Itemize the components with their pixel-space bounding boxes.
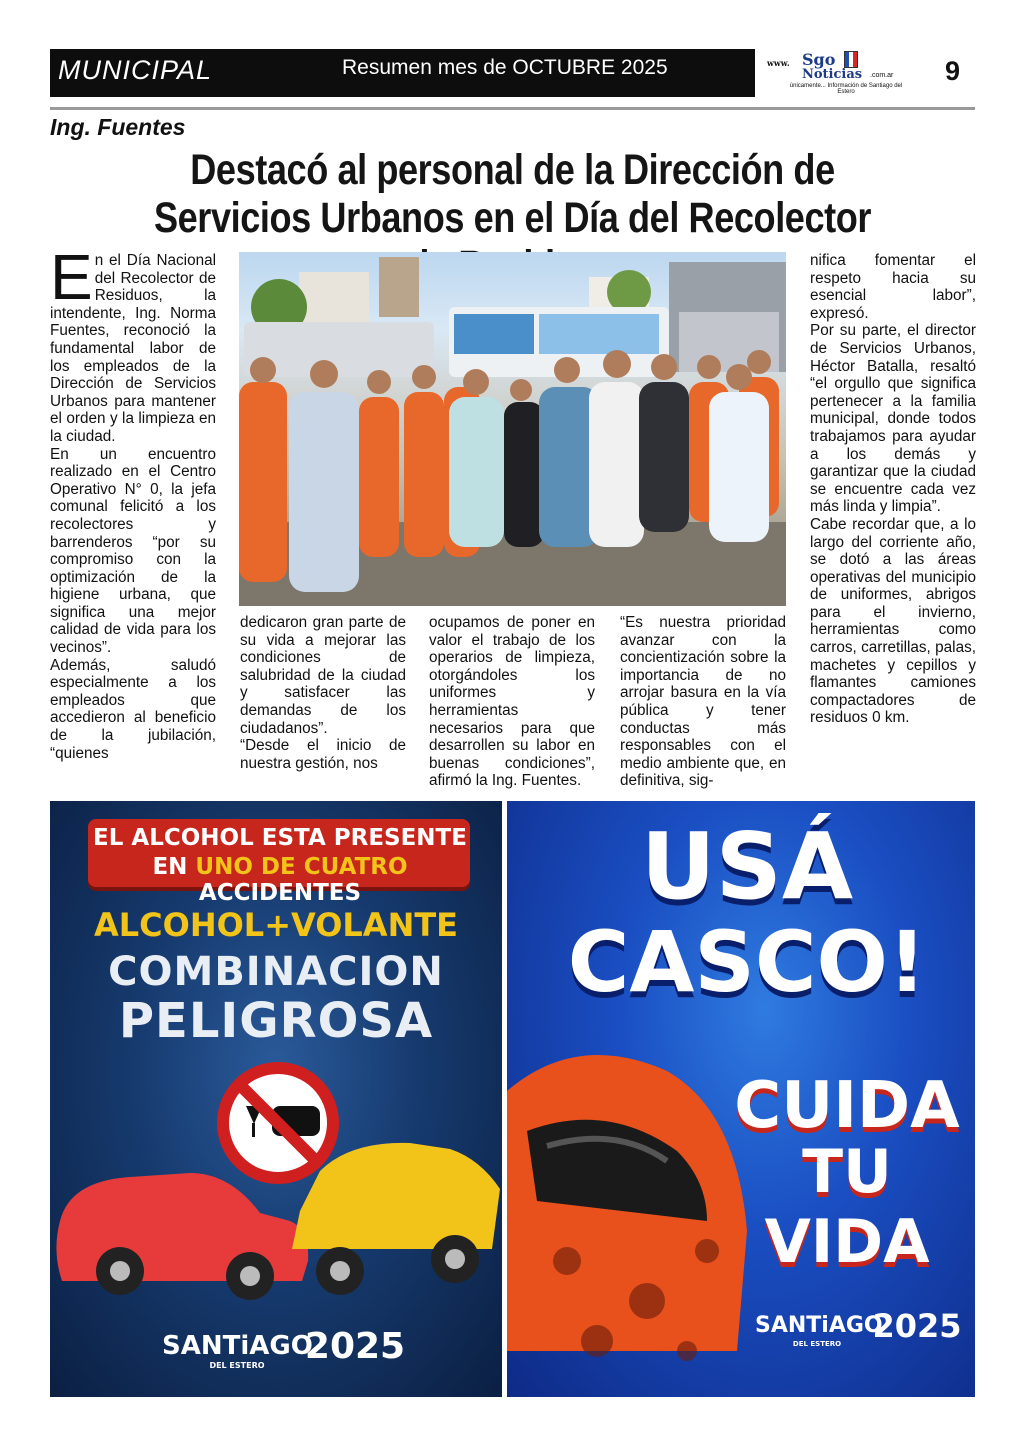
paragraph: Cabe recordar que, a lo largo del corriente año, se dotó a las áreas operativas del municipio de uniformes, abrigos para el invierno, herramientas como carros, carretillas, palas, machetes y cepillos y flamantes camiones compactadores de residuos 0 km. — [810, 515, 976, 727]
page-number: 9 — [945, 56, 961, 86]
santiago-logo-text: SANTiAGO — [162, 1331, 313, 1361]
ad-line-cuida: CUIDA — [734, 1069, 960, 1143]
flag-icon — [844, 51, 858, 68]
santiago-logo-year: 2025 — [304, 1326, 406, 1367]
santiago-logo-text: SANTiAGO — [755, 1313, 883, 1338]
ad-line-tu-vida: TU VIDA — [764, 1137, 930, 1277]
article-column-4 — [620, 614, 786, 790]
paragraph: Además, saludó especialmente a los empleados que accedieron al beneficio de la jubilación, “quienes — [50, 656, 216, 762]
paragraph: n el Día Nacional del Recolector de Residuos, la intendente, Ing. Norma Fuentes, reconoció la fundamental labor de los empleados de la Dirección de Servicios Urbanos para mantener el orden y la limpieza en la ciudad. — [50, 252, 216, 445]
section-header-bar — [50, 49, 755, 97]
paragraph: “Desde el inicio de nuestra gestión, nos — [240, 737, 406, 772]
issue-summary: Resumen mes de OCTUBRE 2025 — [342, 56, 668, 79]
helmet-safety-ad — [507, 801, 975, 1397]
article-photo — [239, 252, 786, 606]
ad-line-combinacion: COMBINACION — [108, 949, 444, 995]
no-drink-drive-icon — [50, 801, 502, 1397]
santiago-logo-subtitle: DEL ESTERO — [792, 1340, 842, 1348]
paragraph: En un encuentro realizado en el Centro Operativo N° 0, la jefa comunal felicitó a los recolectores y barrenderos “por su compromiso con la optimización de la higiene urbana, que significa una mejor calidad de vida para los vecinos”. — [50, 445, 216, 657]
paragraph: dedicaron gran parte de su vida a mejorar las condiciones de salubridad de la ciudad y satisfacer las demandas de los ciudadanos”. — [240, 614, 406, 737]
paragraph: nifica fomentar el respeto hacia su esencial labor”, expresó. — [810, 252, 976, 322]
group-photo-illustration — [239, 252, 786, 606]
article-column-2 — [240, 614, 406, 772]
banner-line-2: EN UNO DE CUATRO ACCIDENTES — [152, 854, 408, 906]
article-column-1 — [50, 241, 216, 762]
santiago-logo-year: 2025 — [872, 1307, 962, 1345]
header-divider — [50, 107, 975, 110]
alcohol-awareness-ad — [50, 801, 502, 1397]
article-headline: Destacó al personal de la Dirección de Servicios Urbanos en el Día del Recolector — [153, 146, 872, 242]
paragraph: “Es nuestra prioridad avanzar con la concientización sobre la importancia de no arrojar basura en la vía pública y tener conductas más responsables con el medio ambiente que, en definitiva, sig- — [620, 614, 786, 790]
sgo-noticias-logo: www. Sgo Noticias .com.ar únicamente... Información de Santiago del Estero — [767, 50, 903, 95]
ad-line-peligrosa: PELIGROSA — [118, 993, 434, 1049]
banner-line-1: EL ALCOHOL ESTA PRESENTE — [93, 825, 467, 851]
ad-line-casco: CASCO! — [567, 913, 927, 1011]
paragraph: ocupamos de poner en valor el trabajo de los operarios de limpieza, otorgándoles los uniformes y herramientas necesarios para que desarrollen su labor en buenas condiciones”, afirmó la Ing. Fuentes. — [429, 614, 595, 790]
santiago-logo-subtitle: DEL ESTERO — [209, 1361, 265, 1370]
paragraph: Por su parte, el director de Servicios Urbanos, Héctor Batalla, resaltó “el orgullo que significa pertenecer a la familia municipal, donde todos trabajamos para ayudar a los demás y garantizar que la ciudad se encuentre cada vez más linda y limpia”. — [810, 322, 976, 516]
ad-line-usa: USÁ — [640, 813, 854, 920]
ad-slogan: ALCOHOL+VOLANTE — [93, 906, 459, 944]
article-column-5 — [810, 252, 976, 727]
drop-cap: E — [50, 241, 93, 313]
section-label: MUNICIPAL — [58, 55, 213, 85]
article-kicker: Ing. Fuentes — [50, 114, 186, 140]
article-column-3 — [429, 614, 595, 790]
